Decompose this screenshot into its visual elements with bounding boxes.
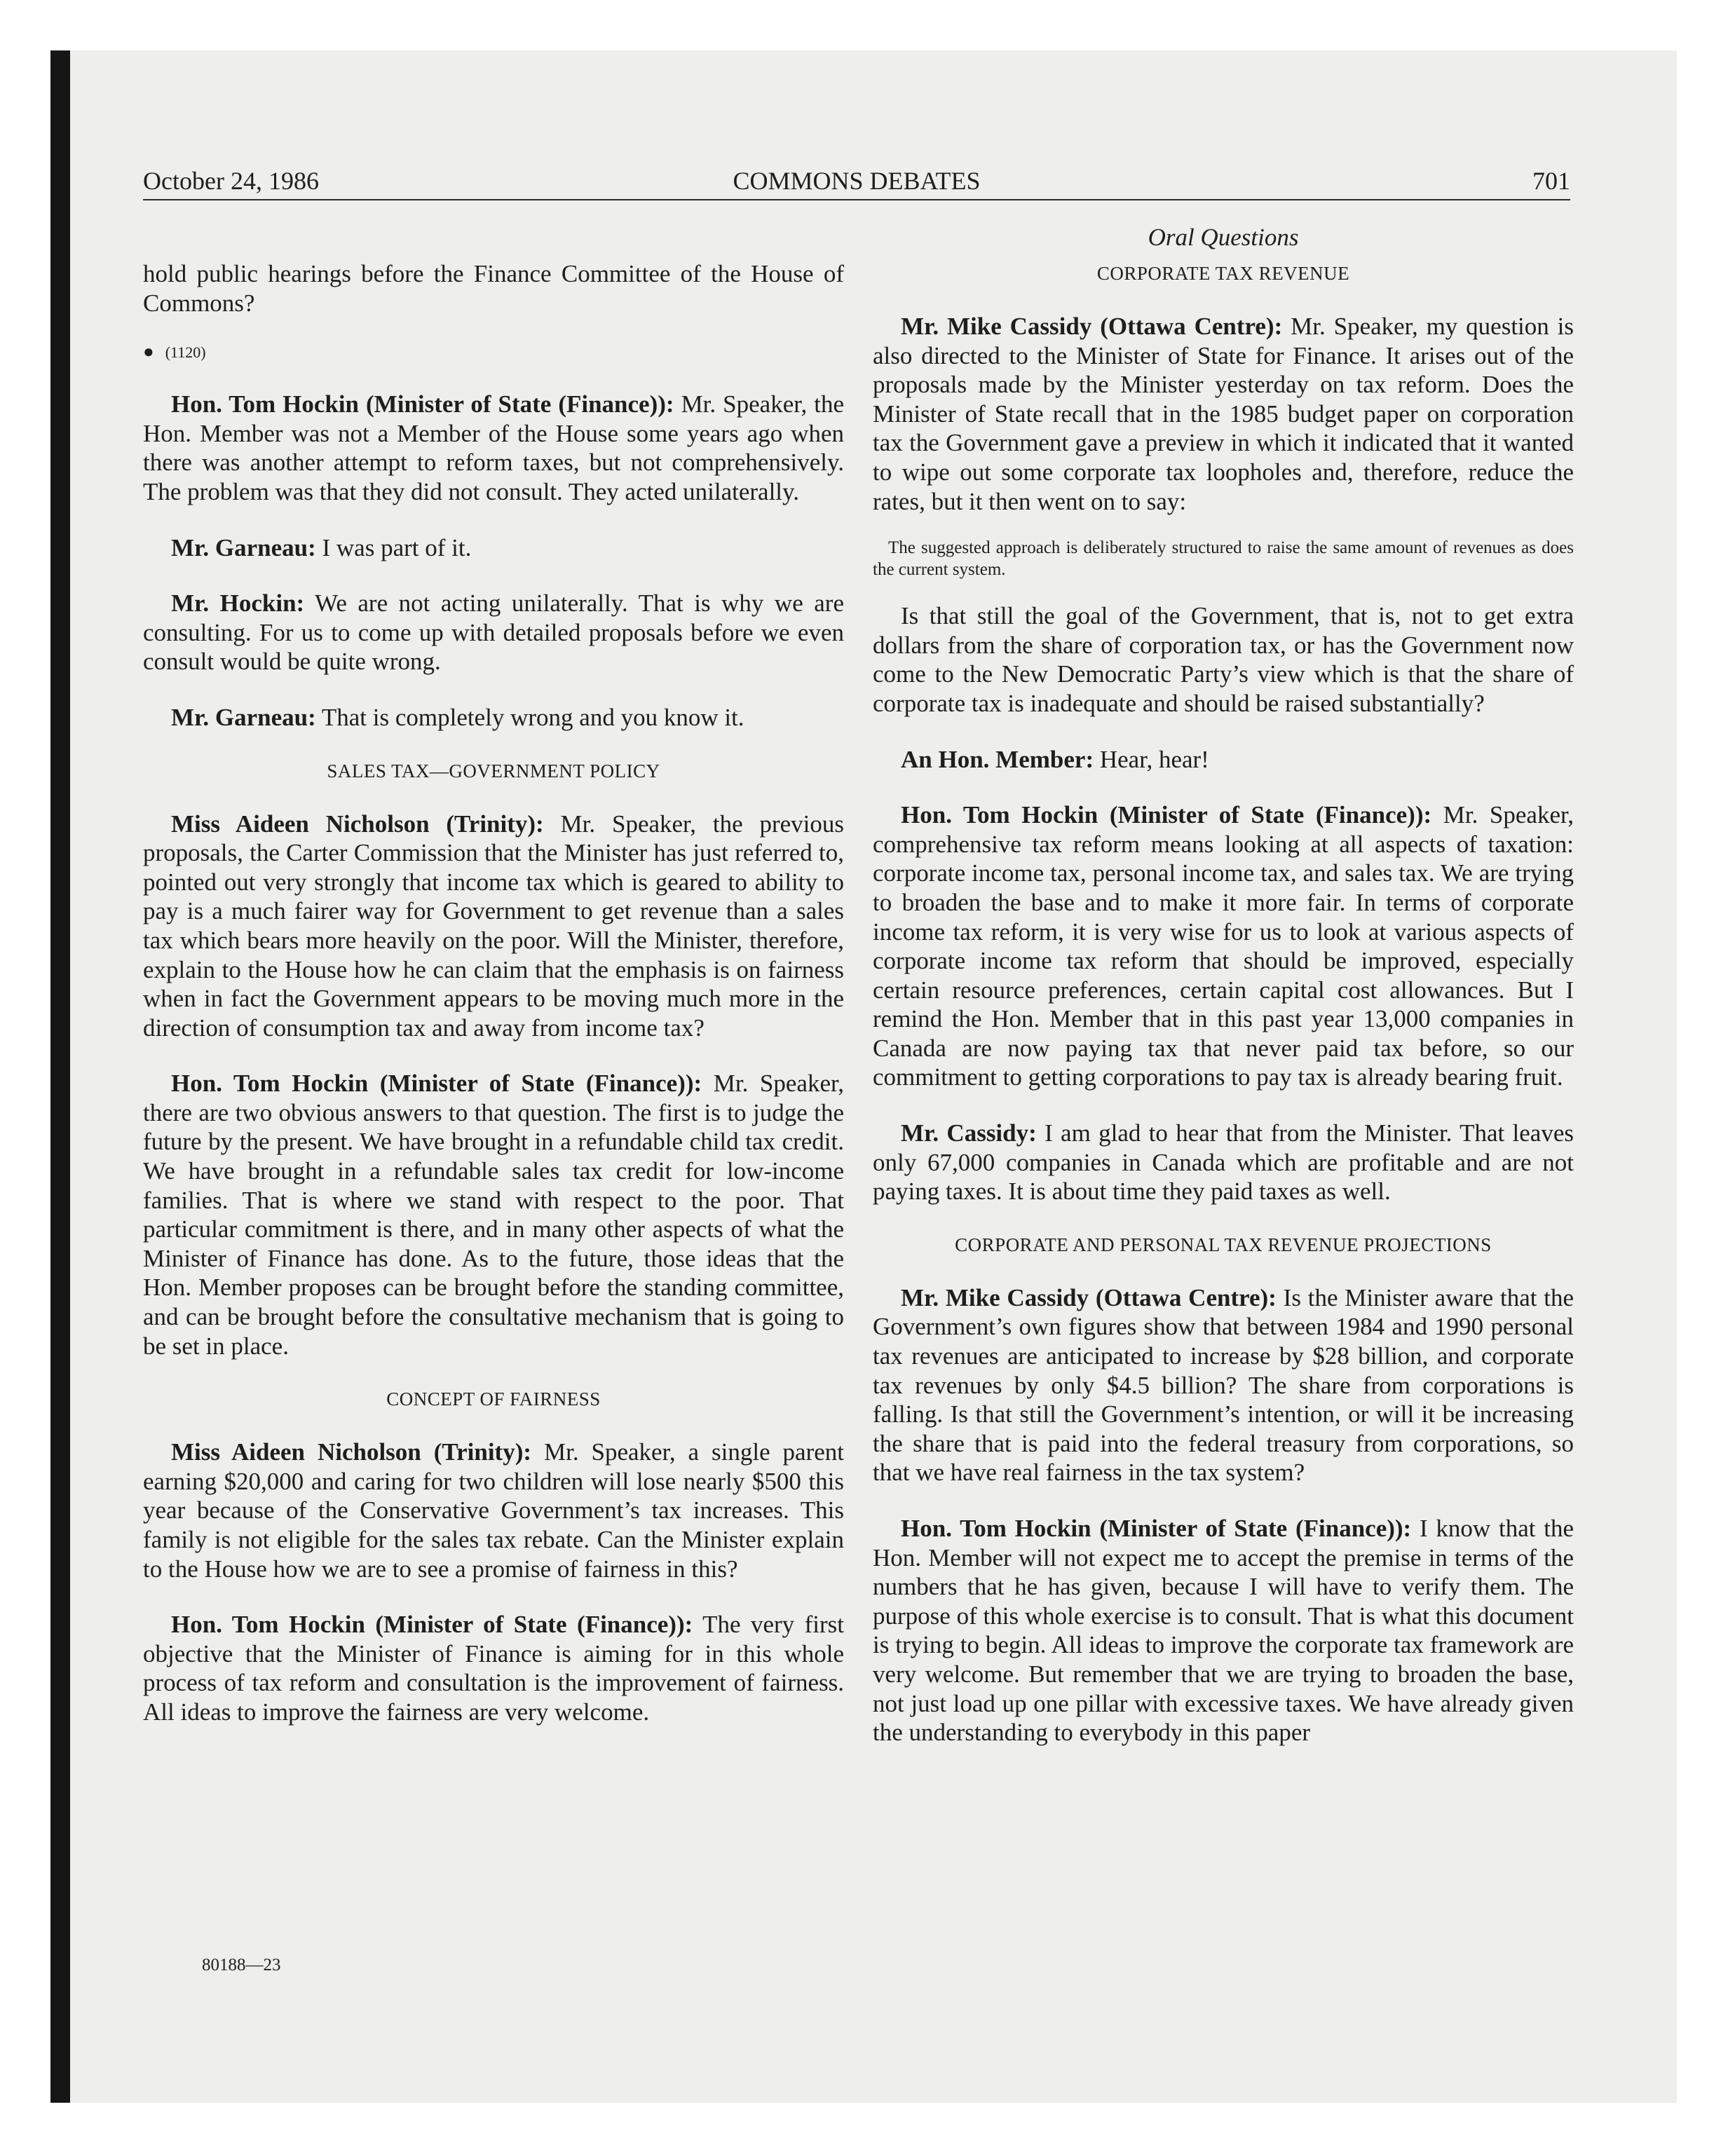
paragraph: Mr. Mike Cassidy (Ottawa Centre): Mr. Speaker, my question is also directed to the Minister of State for Finance. It arises out of the proposals made by the Minister yesterday on tax reform. Does the Minister of State recall that in the 1985 budget paper on corporation tax the Government gave a preview in which it indicated that it wanted to wipe out some corporate tax loopholes and, therefore, reduce the rates, but it then went on to say:	[873, 313, 1574, 515]
speaker-name: Mr. Garneau:	[171, 703, 316, 731]
paragraph: Miss Aideen Nicholson (Trinity): Mr. Speaker, the previous proposals, the Carter Commission that the Minister has just referred to, pointed out very strongly that income tax which is geared to ability to pay is a much fairer way for Government to get revenue than a sales tax which bears more heavily on the poor. Will the Minister, therefore, explain to the House how he can claim that the emphasis is on fairness when in fact the Government appears to be moving much more in the direction of consumption tax and away from income tax?	[143, 810, 845, 1042]
section-title: CORPORATE AND PERSONAL TAX REVENUE PROJECTIONS	[955, 1234, 1492, 1255]
paragraph: Hon. Tom Hockin (Minister of State (Finance)): Mr. Speaker, the Hon. Member was not a Member of the House some years ago when there was another attempt to reform taxes, but not comprehensively. The problem was that they did not consult. They acted unilaterally.	[143, 390, 844, 505]
header-rule	[143, 199, 1570, 200]
paragraph: Is that still the goal of the Government, that is, not to get extra dollars from the share of corporation tax, or has the Government now come to the New Democratic Party’s view which is that the share of corporate tax is inadequate and should be raised substantially?	[873, 602, 1574, 717]
speaker-name: Hon. Tom Hockin (Minister of State (Finance)):	[901, 801, 1432, 829]
paragraph: An Hon. Member: Hear, hear!	[901, 745, 1209, 773]
header-page-number: 701	[1532, 167, 1570, 195]
paragraph: Miss Aideen Nicholson (Trinity): Mr. Speaker, a single parent earning $20,000 and caring for two children will lose nearly $500 this year because of the Conservative Government’s tax increases. This family is not eligible for the sales tax rebate. Can the Minister explain to the House how we are to see a promise of fairness in this?	[143, 1438, 845, 1583]
paragraph: Mr. Hockin: We are not acting unilaterally. That is why we are consulting. For us to come up with detailed proposals before we even consult would be quite wrong.	[143, 589, 844, 676]
speaker-name: Mr. Cassidy:	[901, 1119, 1037, 1147]
left-column	[143, 223, 844, 1727]
binding-edge	[50, 50, 70, 2103]
header-date: October 24, 1986	[143, 167, 319, 195]
paragraph: Hon. Tom Hockin (Minister of State (Finance)): Mr. Speaker, there are two obvious answers to that question. The first is to judge the future by the present. We have brought in a refundable child tax credit. We have brought in a refundable sales tax credit for low-income families. That is where we stand with respect to the poor. That particular commitment is there, and in many other aspects of what the Minister of Finance has done. As to the future, those ideas that the Hon. Member proposes can be brought before the standing committee, and can be brought before the consultative mechanism that is going to be set in place.	[143, 1070, 845, 1360]
paragraph: Mr. Garneau: That is completely wrong and you know it.	[171, 703, 744, 731]
speaker-name: Miss Aideen Nicholson (Trinity):	[171, 810, 544, 838]
header-publication: COMMONS DEBATES	[733, 167, 981, 195]
section-title: CONCEPT OF FAIRNESS	[386, 1389, 601, 1410]
speaker-name: Hon. Tom Hockin (Minister of State (Finance)):	[901, 1515, 1412, 1542]
section-title: SALES TAX—GOVERNMENT POLICY	[327, 760, 660, 782]
speaker-name: Mr. Garneau:	[171, 533, 316, 561]
paragraph: Hon. Tom Hockin (Minister of State (Finance)): The very first objective that the Minister of Finance is aiming for in this whole process of tax reform and consultation is the improvement of fairness. All ideas to improve the fairness are very welcome.	[143, 1611, 844, 1726]
paragraph: Mr. Mike Cassidy (Ottawa Centre): Is the Minister aware that the Government’s own figures show that between 1984 and 1990 personal tax revenues are anticipated to increase by $28 billion, and corporate tax revenues by only $4.5 billion? The share from corporations is falling. Is that still the Government’s intention, or will it be increasing the share that is paid into the federal treasury from corporations, so that we have real fairness in the tax system?	[873, 1283, 1574, 1487]
bullet-icon: ●	[143, 341, 154, 362]
right-column	[873, 223, 1574, 1747]
speaker-name: Mr. Mike Cassidy (Ottawa Centre):	[901, 1283, 1277, 1311]
paragraph: Mr. Garneau: I was part of it.	[171, 533, 472, 561]
paragraph: Hon. Tom Hockin (Minister of State (Finance)): I know that the Hon. Member will not expect me to accept the premise in terms of the numbers that he has given, because I will have to verify them. The purpose of this whole exercise is to consult. That is what this document is trying to begin. All ideas to improve the corporate tax framework are very welcome. But remember that we are trying to broaden the base, not just load up one pillar with excessive taxes. We have already given the understanding to everybody in this paper	[873, 1515, 1574, 1747]
section-title: CORPORATE TAX REVENUE	[1096, 263, 1350, 284]
speaker-name: Mr. Hockin:	[171, 589, 305, 618]
paragraph: hold public hearings before the Finance Committee of the House of Commons?	[143, 260, 844, 317]
page-header	[143, 165, 1570, 200]
speaker-name: An Hon. Member:	[901, 745, 1094, 773]
paragraph: Hon. Tom Hockin (Minister of State (Finance)): Mr. Speaker, comprehensive tax reform means looking at all aspects of taxation: corporate income tax, personal income tax, and sales tax. We are trying to broaden the base and to make it more fair. In terms of corporate income tax reform, it is very wise for us to look at various aspects of corporate income tax reform that should be improved, especially certain resource preferences, certain capital cost allowances. But I remind the Hon. Member that in this past year 13,000 companies in Canada are now paying tax that never paid tax before, so our commitment to getting corporations to pay tax is already bearing fruit.	[873, 801, 1574, 1091]
speaker-name: Miss Aideen Nicholson (Trinity):	[171, 1438, 532, 1466]
footer-code: 80188—23	[202, 1956, 281, 1974]
block-quote: The suggested approach is deliberately structured to raise the same amount of revenues as does the current system.	[873, 538, 1574, 580]
speaker-name: Mr. Mike Cassidy (Ottawa Centre):	[901, 313, 1283, 340]
time-marker: ● (1120)	[143, 341, 206, 362]
speaker-name: Hon. Tom Hockin (Minister of State (Finance)):	[171, 1611, 693, 1639]
paragraph: Mr. Cassidy: I am glad to hear that from the Minister. That leaves only 67,000 companies in Canada which are profitable and are not paying taxes. It is about time they paid taxes as well.	[873, 1119, 1574, 1206]
speaker-name: Hon. Tom Hockin (Minister of State (Finance)):	[171, 390, 674, 418]
speaker-name: Hon. Tom Hockin (Minister of State (Finance)):	[171, 1070, 702, 1098]
column-heading: Oral Questions	[1148, 224, 1299, 251]
